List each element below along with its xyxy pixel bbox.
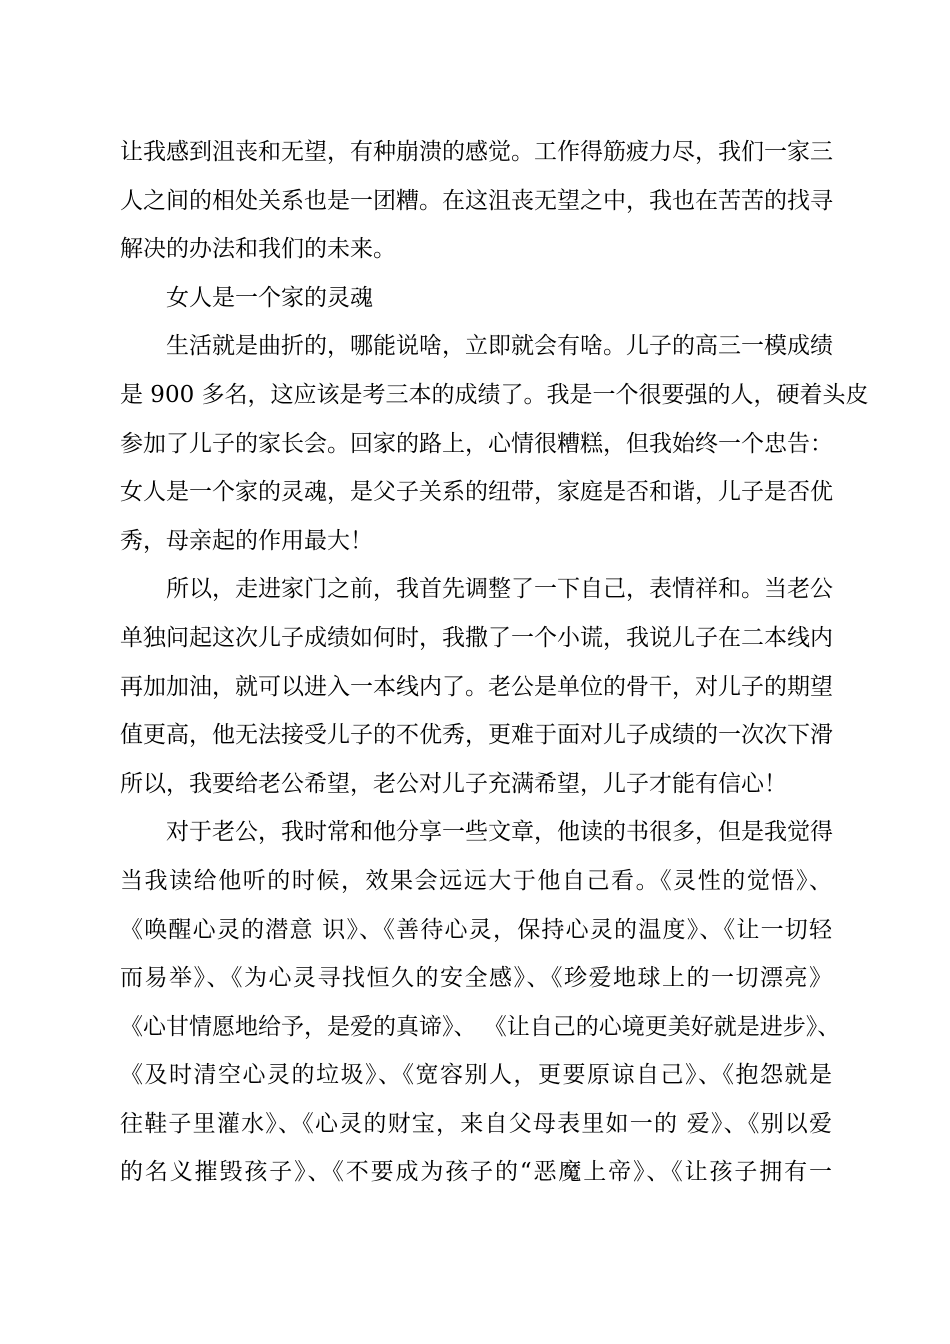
text-line: 所以，走进家门之前，我首先调整了一下自己，表情祥和。当老公 [166,576,833,603]
text-line: 人之间的相处关系也是一团糟。在这沮丧无望之中，我也在苦苦的找寻 [120,187,833,214]
text-line: 秀，母亲起的作用最大！ [120,527,373,554]
text-line: 《唤醒心灵的潜意 识》、《善待心灵，保持心灵的温度》、《让一切轻 [120,916,832,943]
text-line: 女人是一个家的灵魂，是父子关系的纽带，家庭是否和谐，儿子是否优 [120,479,833,506]
text-line: 是 900 多名，这应该是考三本的成绩了。我是一个很要强的人，硬着头皮 [120,381,869,408]
text-line: 生活就是曲折的，哪能说啥，立即就会有啥。儿子的高三一模成绩 [166,333,833,360]
text-line: 值更高，他无法接受儿子的不优秀，更难于面对儿子成绩的一次次下滑 [120,722,833,749]
text-line: 参加了儿子的家长会。回家的路上，心情很糟糕，但我始终一个忠告： [120,430,833,457]
text-line: 而易举》、《为心灵寻找恒久的安全感》、《珍爱地球上的一切漂亮》 [120,965,832,992]
text-line: 往鞋子里灌水》、《心灵的财宝，来自父母表里如一的 爱》、《别以爱 [120,1110,832,1137]
text-line: 当我读给他听的时候，效果会远远大于他自己看。《灵性的觉悟》、 [120,867,832,894]
text-line: 对于老公，我时常和他分享一些文章，他读的书很多，但是我觉得 [166,819,833,846]
text-line: 的名义摧毁孩子》、《不要成为孩子的“恶魔上帝》、《让孩子拥有一 [120,1159,832,1186]
text-line: 《心甘情愿地给予，是爱的真谛》、 《让自己的心境更美好就是进步》、 [120,1013,841,1040]
text-line: 让我感到沮丧和无望，有种崩溃的感觉。工作得筋疲力尽，我们一家三 [120,139,833,165]
text-line: 所以，我要给老公希望，老公对儿子充满希望，儿子才能有信心！ [120,770,787,797]
text-line: 《及时清空心灵的垃圾》、《宽容别人，更要原谅自己》、《抱怨就是 [120,1062,832,1089]
section-heading: 女人是一个家的灵魂 [166,284,373,311]
text-line: 单独问起这次儿子成绩如何时，我撒了一个小谎，我说儿子在二本线内 [120,624,833,651]
document-page [120,128,869,1197]
text-line: 再加加油，就可以进入一本线内了。老公是单位的骨干，对儿子的期望 [120,673,833,700]
text-line: 解决的办法和我们的未来。 [120,236,396,263]
